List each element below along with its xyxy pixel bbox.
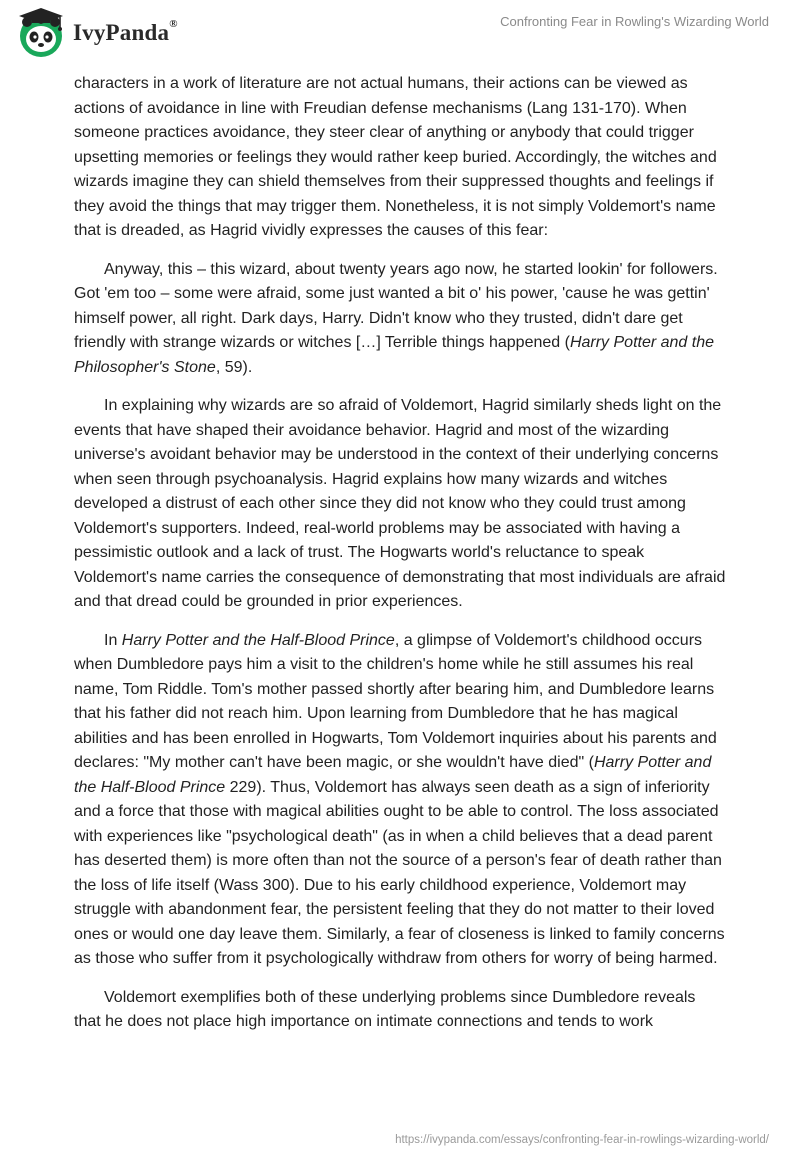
p4-text-b: , a glimpse of Voldemort's childhood occurs when Dumbledore pays him a visit to the children's home while he still assumes his real name, Tom Riddle. Tom's mother passed shortly after bearing him, and Dumbledore learns that his father did not reach him. Upon learning from Dumbledore that he has magical abilities and has been enrolled in Hogwarts, Tom Voldemort inquiries about his parents and declares: "My mother can't have been magic, or she wouldn't have died" ( — [74, 631, 717, 771]
panda-graduate-icon — [14, 6, 68, 60]
p4-text-c: 229). Thus, Voldemort has always seen death as a sign of inferiority and a force that those with magical abilities ought to be able to control. The loss associated with experiences like "psychological death" (as in when a child believes that a dead parent has deserted them) is more often than not the source of a person's fear of death rather than the loss of life itself (Wass 300). Due to his early childhood experience, Voldemort may struggle with abandonment fear, the persistent feeling that they do not matter to their loved ones or would one day leave them. Similarly, a fear of closeness is linked to family concerns as those who suffer from it psychologically withdraw from others for worry of being harmed. — [74, 778, 725, 967]
ivypanda-logo[interactable] — [14, 6, 178, 60]
quote-text: Anyway, this – this wizard, about twenty years ago now, he started lookin' for followers. Got 'em too – some were afraid, some just wanted a bit o' his power, 'cause he was gettin' himself power, all right. Dark days, Harry. Didn't know who they trusted, didn't dare get friendly with strange wizards or witches […] Terrible things happened ( — [74, 260, 718, 351]
brand-name: IvyPanda® — [73, 18, 178, 45]
document-title: Confronting Fear in Rowling's Wizarding World — [500, 14, 769, 29]
source-url[interactable]: https://ivypanda.com/essays/confronting-fear-in-rowlings-wizarding-world/ — [395, 1134, 769, 1146]
p4-text-a: In — [104, 631, 122, 649]
quote-cite-rest: , 59). — [215, 358, 253, 376]
paragraph-5: Voldemort exemplifies both of these underlying problems since Dumbledore reveals that he does not place high importance on intimate connections and tends to work — [74, 988, 696, 1030]
block-quote — [74, 258, 726, 381]
registered-mark: ® — [169, 18, 178, 30]
paragraph-4 — [74, 629, 726, 972]
p4-book-title-1: Harry Potter and the Half-Blood Prince — [121, 631, 395, 649]
quote-cite-title: Harry Potter and the Philosopher's Stone — [74, 334, 715, 376]
paragraph-3: In explaining why wizards are so afraid of Voldemort, Hagrid similarly sheds light on the events that have shaped their avoidance behavior. Hagrid and most of the wizarding universe's avoidant behavior may be understood in the context of their underlying concerns when seen through psychoanalysis. Hagrid explains how many wizards and witches developed a distrust of each other since they did not know who they could trust among Voldemort's supporters. Indeed, real-world problems may be associated with having a pessimistic outlook and a lack of trust. The Hogwarts world's reluctance to speak Voldemort's name carries the consequence of demonstrating that most individuals are afraid and that dread could be grounded in prior experiences. — [74, 397, 726, 610]
paragraph-1: characters in a work of literature are not actual humans, their actions can be viewed as actions of avoidance in line with Freudian defense mechanisms (Lang 131-170). When someone practices avoidance, they steer clear of anything or anybody that could trigger upsetting memories or feelings they would rather keep buried. Accordingly, the witches and wizards imagine they can shield themselves from their suppressed thoughts and feelings if they avoid the things that may trigger them. Nonetheless, it is not simply Voldemort's name that is dreaded, as Hagrid vividly expresses the causes of this fear: — [74, 75, 717, 239]
essay-body — [74, 72, 726, 1049]
page-header — [0, 0, 800, 72]
p4-book-title-2: Harry Potter and the Half-Blood Prince — [74, 754, 712, 796]
